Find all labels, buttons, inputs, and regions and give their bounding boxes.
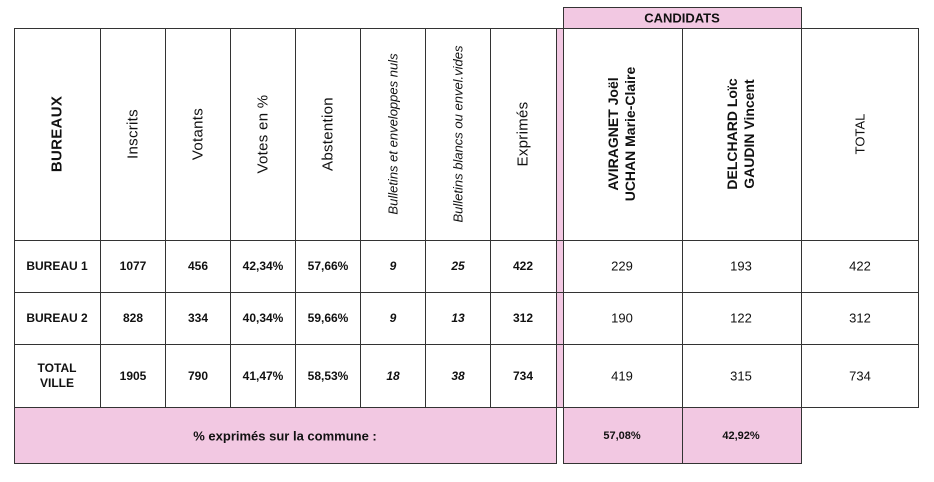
header-candidate-1 (605, 67, 639, 202)
row3-bureau (38, 361, 77, 391)
col-border-3 (230, 28, 231, 407)
row1-bottom (14, 292, 919, 293)
row2-cand2: 122 (730, 310, 752, 326)
row2-exprimes: 312 (512, 311, 534, 325)
footer-cand1-pct: 57,08% (603, 430, 641, 442)
row1-nuls: 9 (389, 259, 397, 273)
header-bureaux: BUREAUX (48, 95, 66, 173)
row3-nuls: 18 (386, 369, 400, 383)
candidate-1-line1: AVIRAGNET Joël (605, 77, 621, 191)
header-row-bottom (14, 240, 919, 241)
row3-abstention: 58,53% (307, 369, 349, 383)
row2-blancs: 13 (451, 311, 465, 325)
row1-blancs: 25 (451, 259, 465, 273)
row1-cand2: 193 (730, 258, 752, 274)
col-border-7 (490, 28, 491, 407)
row1-votants: 456 (187, 259, 209, 273)
col-border-9 (563, 7, 564, 464)
separator-pink-bar (556, 28, 563, 407)
row2-cand1: 190 (611, 310, 633, 326)
row2-total: 312 (849, 310, 871, 326)
row2-inscrits: 828 (122, 311, 144, 325)
table-border-top (14, 28, 919, 29)
header-abstention: Abstention (319, 97, 337, 171)
header-total: TOTAL (852, 113, 868, 155)
col-border-5 (360, 28, 361, 407)
col-border-0 (14, 28, 15, 464)
row2-votes-pct: 40,34% (242, 311, 284, 325)
candidate-1-line2: UCHAN Marie-Claire (622, 66, 638, 202)
header-inscrits: Inscrits (124, 109, 142, 159)
col-border-12 (918, 28, 919, 408)
row3-votants: 790 (187, 369, 209, 383)
col-border-8 (556, 28, 557, 464)
row1-inscrits: 1077 (119, 259, 147, 273)
col-border-6 (425, 28, 426, 407)
row3-blancs: 38 (451, 369, 465, 383)
row3-exprimes: 734 (512, 369, 534, 383)
footer-cand2-pct: 42,92% (722, 430, 760, 442)
row3-bureau-line2: VILLE (39, 376, 75, 390)
footer-label: % exprimés sur la commune : (193, 428, 377, 444)
candidats-label: CANDIDATS (644, 10, 720, 26)
header-blancs: Bulletins blancs ou envel.vides (450, 45, 466, 223)
row2-bureau: BUREAU 2 (26, 311, 88, 325)
row2-abstention: 59,66% (307, 311, 349, 325)
header-nuls: Bulletins et enveloppes nuls (385, 53, 401, 215)
header-exprimes: Exprimés (514, 101, 532, 167)
header-votants: Votants (189, 107, 207, 161)
row2-votants: 334 (187, 311, 209, 325)
header-votes-pct: Votes en % (254, 94, 272, 174)
col-border-2 (165, 28, 166, 407)
row1-abstention: 57,66% (307, 259, 349, 273)
col-border-4 (295, 28, 296, 407)
row1-votes-pct: 42,34% (242, 259, 284, 273)
col-border-10 (682, 28, 683, 464)
candidate-2-line2: GAUDIN Vincent (741, 79, 757, 189)
row1-exprimes: 422 (512, 259, 534, 273)
candidats-top (563, 7, 801, 8)
row3-bureau-line1: TOTAL (37, 361, 77, 375)
row1-total: 422 (849, 258, 871, 274)
row3-votes-pct: 41,47% (242, 369, 284, 383)
row1-cand1: 229 (611, 258, 633, 274)
header-candidate-2 (724, 78, 758, 189)
candidate-2-line1: DELCHARD Loïc (724, 78, 740, 190)
row3-bottom (14, 407, 919, 408)
row2-nuls: 9 (389, 311, 397, 325)
footer-bottom-left (14, 463, 557, 464)
col-border-11 (801, 7, 802, 464)
row3-cand1: 419 (611, 368, 633, 384)
row2-bottom (14, 344, 919, 345)
row3-inscrits: 1905 (119, 369, 147, 383)
col-border-1 (100, 28, 101, 407)
row3-cand2: 315 (730, 368, 752, 384)
row1-bureau: BUREAU 1 (26, 259, 88, 273)
row3-total: 734 (849, 368, 871, 384)
